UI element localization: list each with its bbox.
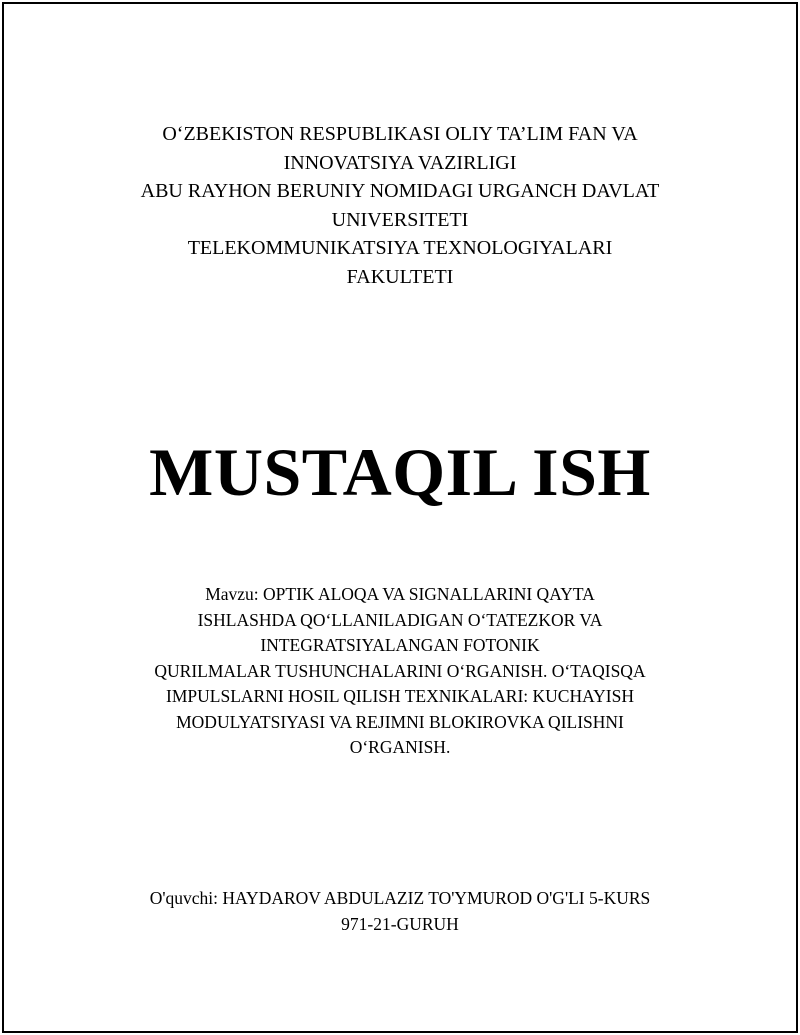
header-line: INNOVATSIYA VAZIRLIGI xyxy=(283,151,517,174)
topic-line: INTEGRATSIYALANGAN FOTONIK xyxy=(260,635,540,655)
student-info xyxy=(0,886,800,937)
institution-header xyxy=(0,120,800,292)
topic-line: Mavzu: OPTIK ALOQA VA SIGNALLARINI QAYTA xyxy=(205,584,595,604)
topic-line: ISHLASHDA QO‘LLANILADIGAN O‘TATEZKOR VA xyxy=(197,609,603,630)
student-line: O'quvchi: HAYDAROV ABDULAZIZ TO'YMUROD O'G'LI 5-KURS xyxy=(149,888,651,908)
topic-line: IMPULSLARNI HOSIL QILISH TEXNIKALARI: KUCHAYISH xyxy=(166,686,634,706)
topic-line: O‘RGANISH. xyxy=(349,737,451,757)
document-title: MUSTAQIL ISH xyxy=(149,434,651,510)
topic-line: MODULYATSIYASI VA REJIMNI BLOKIROVKA QILISHNI xyxy=(176,711,624,732)
header-line: UNIVERSITETI xyxy=(331,208,469,231)
student-line: 971-21-GURUH xyxy=(341,913,459,934)
header-line: ABU RAYHON BERUNIY NOMIDAGI URGANCH DAVLAT xyxy=(140,180,660,203)
header-line: TELEKOMMUNIKATSIYA TEXNOLOGIYALARI xyxy=(187,237,613,260)
topic-line: QURILMALAR TUSHUNCHALARINI O‘RGANISH. O‘TAQISQA xyxy=(154,660,646,681)
topic-section xyxy=(0,582,800,761)
header-line: O‘ZBEKISTON RESPUBLIKASI OLIY TA’LIM FAN VA xyxy=(162,123,638,145)
header-line: FAKULTETI xyxy=(346,265,454,288)
